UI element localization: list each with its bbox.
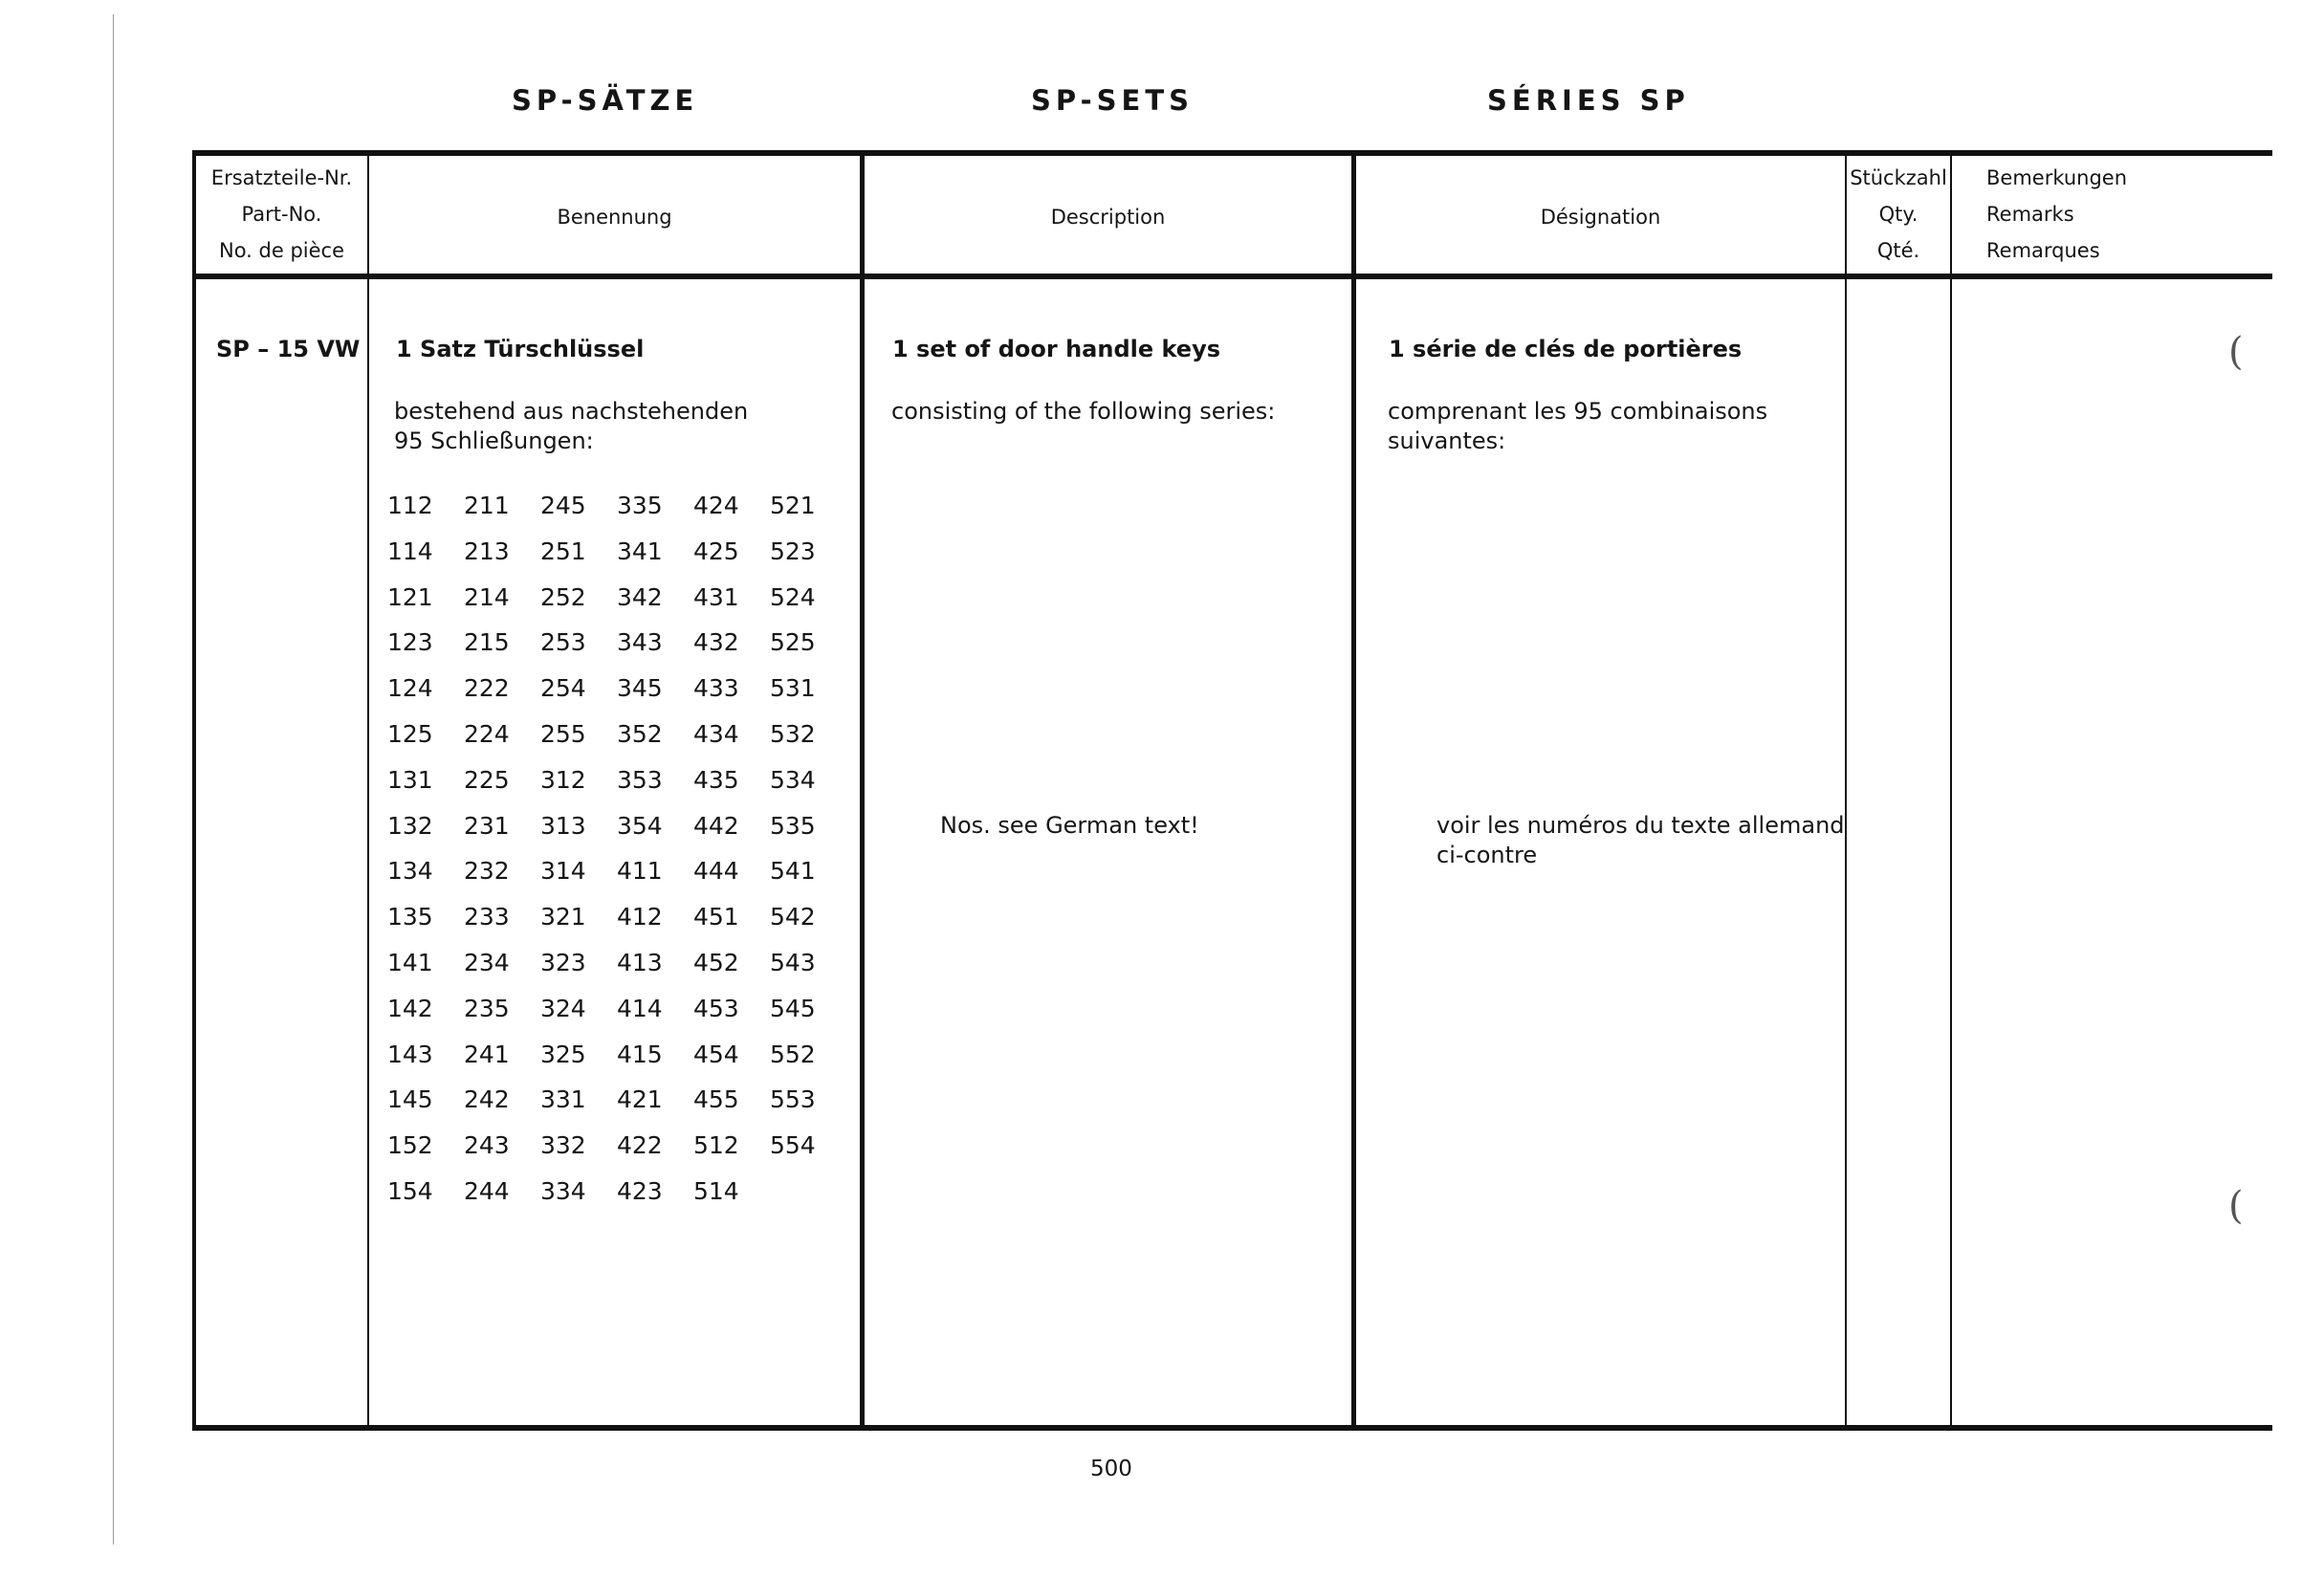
combination-code: 124 — [387, 674, 433, 703]
combination-code: 512 — [693, 1131, 739, 1160]
combination-code: 424 — [693, 492, 739, 519]
combination-code: 141 — [387, 948, 433, 976]
combination-code: 321 — [540, 903, 586, 931]
entry-fr-title: 1 série de clés de portières — [1389, 336, 1743, 362]
combination-code: 335 — [617, 492, 663, 519]
header-benennung: Benennung — [557, 206, 672, 229]
binder-hole-mark-bottom: ( — [2228, 1184, 2244, 1228]
header-bottom-rule — [192, 274, 2272, 279]
combination-code: 415 — [617, 1040, 663, 1068]
header-part-no — [196, 160, 367, 269]
margin-line — [113, 14, 114, 1545]
header-remarks-fr: Remarques — [1986, 239, 2100, 262]
combination-code: 142 — [387, 994, 433, 1022]
header-designation: Désignation — [1540, 206, 1661, 229]
lock-combination-grid — [387, 483, 846, 1215]
header-remarks-en: Remarks — [1986, 203, 2074, 226]
combination-code: 521 — [770, 492, 816, 519]
combination-code: 134 — [387, 857, 433, 886]
combination-code: 343 — [617, 628, 663, 657]
entry-fr-note-line1: voir les numéros du texte allemand — [1436, 812, 1845, 839]
combination-code: 433 — [693, 674, 739, 703]
combination-code: 552 — [770, 1040, 816, 1068]
combination-code: 341 — [617, 537, 663, 565]
combination-code: 145 — [387, 1085, 433, 1114]
combination-code: 234 — [464, 948, 510, 976]
combination-code: 213 — [464, 537, 510, 565]
combination-code: 531 — [770, 674, 816, 703]
header-part-no-de: Ersatzteile-Nr. — [210, 166, 353, 189]
combination-code: 414 — [617, 994, 663, 1022]
combination-code: 254 — [540, 674, 586, 703]
combination-code: 541 — [770, 857, 816, 886]
combination-code: 422 — [617, 1131, 663, 1160]
combination-code: 451 — [693, 903, 739, 931]
combination-code: 431 — [693, 582, 739, 611]
combination-code: 432 — [693, 628, 739, 657]
title-de: SP-SÄTZE — [512, 84, 699, 117]
combination-code: 453 — [693, 994, 739, 1022]
combination-code: 143 — [387, 1040, 433, 1068]
combination-code: 241 — [464, 1040, 510, 1068]
combination-code: 523 — [770, 537, 816, 565]
combination-code: 123 — [387, 628, 433, 657]
combination-code: 454 — [693, 1040, 739, 1068]
entry-de-title: 1 Satz Türschlüssel — [396, 336, 645, 362]
combination-code: 534 — [770, 765, 816, 794]
combination-code: 114 — [387, 537, 433, 565]
combination-code: 323 — [540, 948, 586, 976]
combination-code: 152 — [387, 1131, 433, 1160]
combination-code: 224 — [464, 719, 510, 748]
title-en: SP-SETS — [1031, 84, 1195, 117]
header-qty-en: Qty. — [1878, 203, 1918, 226]
combination-code: 331 — [540, 1085, 586, 1114]
entry-de-text-line1: bestehend aus nachstehenden — [394, 398, 749, 425]
combination-code: 411 — [617, 857, 663, 886]
combination-code: 131 — [387, 765, 433, 794]
header-part-no-fr: No. de pièce — [218, 239, 344, 262]
combination-code: 242 — [464, 1085, 510, 1114]
header-qty-de: Stückzahl — [1850, 166, 1947, 189]
col-rule-benennung — [860, 150, 865, 1431]
combination-code: 245 — [540, 492, 586, 519]
combination-code: 352 — [617, 719, 663, 748]
combination-code: 442 — [693, 811, 739, 840]
combination-code — [770, 1169, 846, 1215]
combination-code: 232 — [464, 857, 510, 886]
combination-code: 225 — [464, 765, 510, 794]
header-qty — [1847, 160, 1950, 269]
combination-code: 345 — [617, 674, 663, 703]
combination-code: 332 — [540, 1131, 586, 1160]
combination-code: 132 — [387, 811, 433, 840]
combination-code: 312 — [540, 765, 586, 794]
combination-code: 325 — [540, 1040, 586, 1068]
combination-code: 545 — [770, 994, 816, 1022]
entry-en-note: Nos. see German text! — [940, 812, 1199, 839]
combination-code: 252 — [540, 582, 586, 611]
entry-en-title: 1 set of door handle keys — [892, 336, 1221, 362]
combination-code: 214 — [464, 582, 510, 611]
combination-code: 455 — [693, 1085, 739, 1114]
combination-code: 535 — [770, 811, 816, 840]
combination-code: 524 — [770, 582, 816, 611]
combination-code: 233 — [464, 903, 510, 931]
col-rule-description — [1351, 150, 1356, 1431]
entry-de-text — [394, 397, 748, 456]
combination-code: 121 — [387, 582, 433, 611]
combination-code: 125 — [387, 719, 433, 748]
entry-fr-text-line1: comprenant les 95 combinaisons — [1388, 398, 1768, 425]
combination-code: 354 — [617, 811, 663, 840]
entry-fr-note — [1436, 811, 1845, 870]
combination-code: 235 — [464, 994, 510, 1022]
table-bottom-rule — [192, 1425, 2272, 1431]
combination-code: 313 — [540, 811, 586, 840]
binder-hole-mark-top: ( — [2228, 330, 2244, 374]
combination-code: 543 — [770, 948, 816, 976]
combination-code: 421 — [617, 1085, 663, 1114]
entry-de-text-line2: 95 Schließungen: — [394, 427, 594, 454]
entry-part-no: SP – 15 VW — [216, 336, 361, 362]
col-rule-qty — [1950, 150, 1952, 1431]
table-top-rule — [192, 150, 2272, 156]
combination-code: 255 — [540, 719, 586, 748]
combination-code: 222 — [464, 674, 510, 703]
combination-code: 452 — [693, 948, 739, 976]
combination-code: 444 — [693, 857, 739, 886]
header-remarks-de: Bemerkungen — [1986, 166, 2128, 189]
combination-code: 542 — [770, 903, 816, 931]
entry-fr-text-line2: suivantes: — [1388, 427, 1506, 454]
entry-en-text: consisting of the following series: — [891, 398, 1276, 425]
combination-code: 353 — [617, 765, 663, 794]
entry-fr-note-line2: ci-contre — [1436, 842, 1538, 868]
entry-fr-text — [1388, 397, 1767, 456]
combination-code: 215 — [464, 628, 510, 657]
header-remarks — [1986, 160, 2264, 269]
combination-code: 251 — [540, 537, 586, 565]
combination-code: 412 — [617, 903, 663, 931]
combination-code: 154 — [387, 1176, 433, 1205]
combination-code: 554 — [770, 1131, 816, 1160]
combination-code: 435 — [693, 765, 739, 794]
combination-code: 553 — [770, 1085, 816, 1114]
header-qty-fr: Qté. — [1876, 239, 1920, 262]
col-rule-left — [192, 150, 196, 1431]
title-fr: SÉRIES SP — [1487, 84, 1690, 117]
combination-code: 532 — [770, 719, 816, 748]
combination-code: 243 — [464, 1131, 510, 1160]
page-number: 500 — [1090, 1457, 1132, 1481]
combination-code: 324 — [540, 994, 586, 1022]
combination-code: 314 — [540, 857, 586, 886]
combination-code: 525 — [770, 628, 816, 657]
col-rule-designation — [1845, 150, 1847, 1431]
combination-code: 434 — [693, 719, 739, 748]
combination-code: 135 — [387, 903, 433, 931]
combination-code: 425 — [693, 537, 739, 565]
combination-code: 253 — [540, 628, 586, 657]
combination-code: 514 — [693, 1176, 739, 1205]
col-rule-partno — [367, 150, 369, 1431]
combination-code: 211 — [464, 492, 510, 519]
combination-code: 334 — [540, 1176, 586, 1205]
combination-code: 244 — [464, 1176, 510, 1205]
combination-code: 342 — [617, 582, 663, 611]
combination-code: 231 — [464, 811, 510, 840]
header-part-no-en: Part-No. — [241, 203, 322, 226]
combination-code: 413 — [617, 948, 663, 976]
header-description: Description — [1050, 206, 1166, 229]
combination-code: 423 — [617, 1176, 663, 1205]
combination-code: 112 — [387, 492, 433, 519]
